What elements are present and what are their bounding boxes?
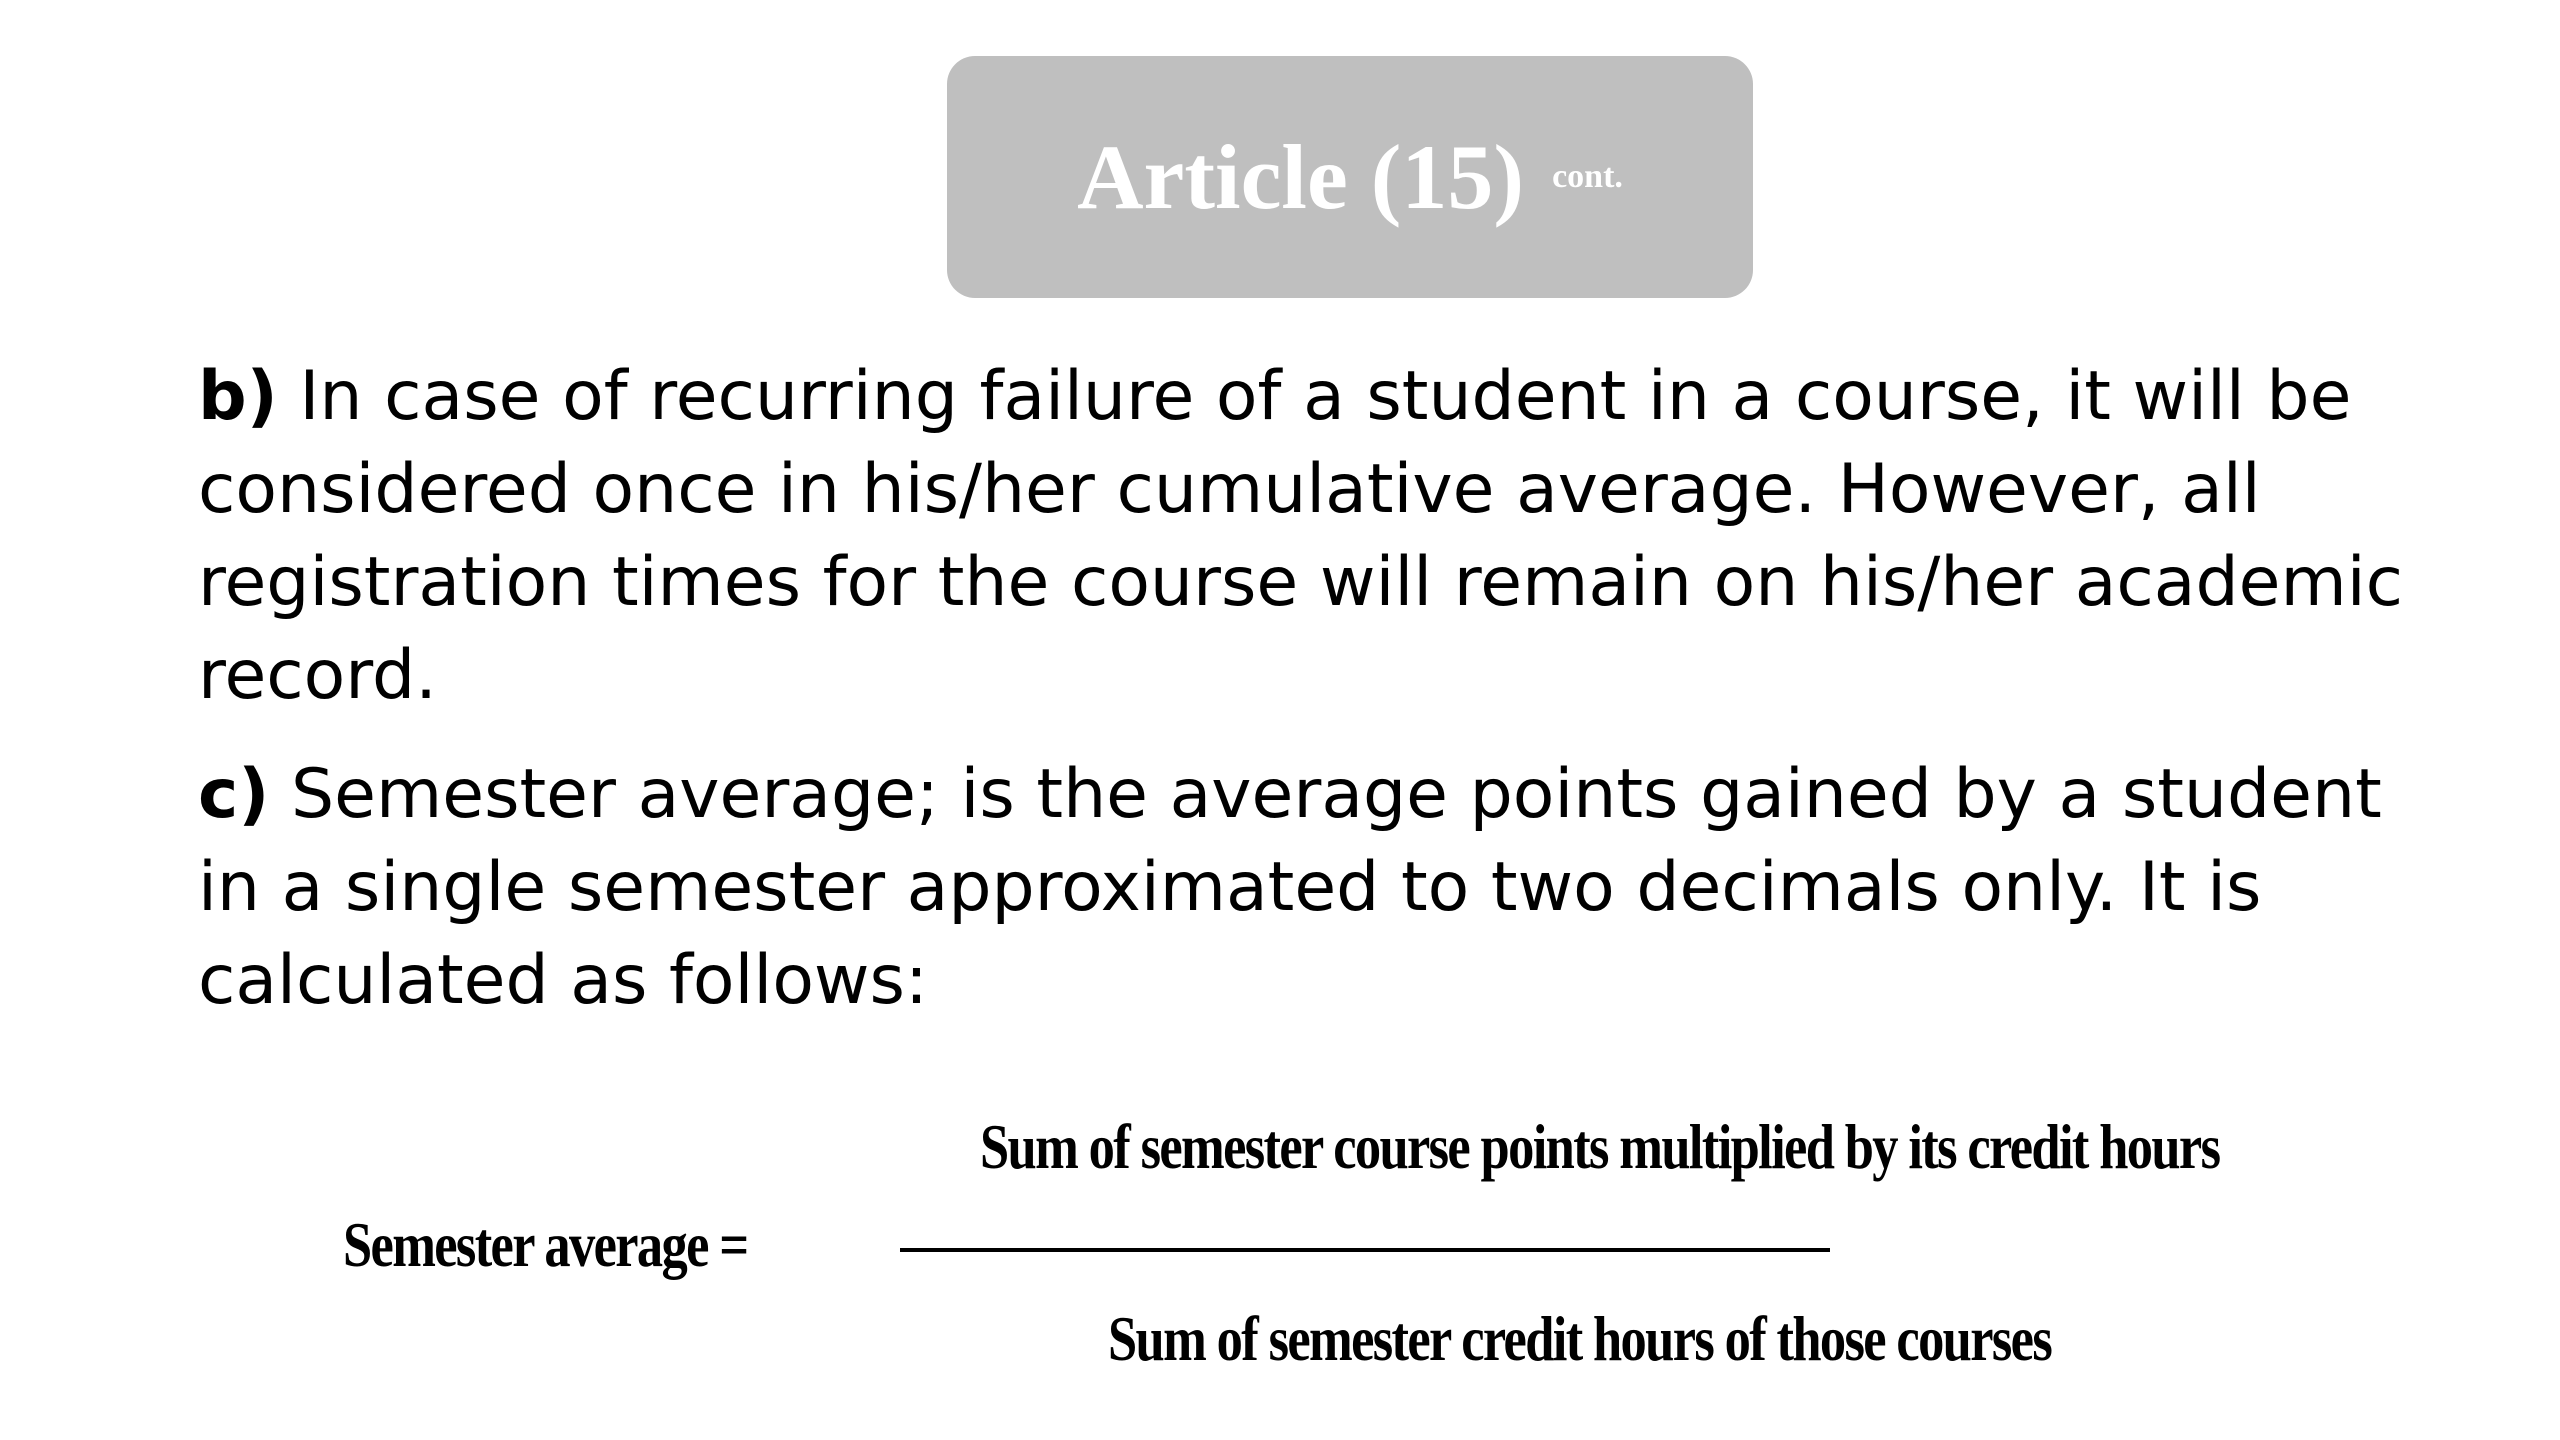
paragraph-c bbox=[198, 748, 2418, 1027]
paragraph-c-text: Semester average; is the average points gained by a student in a single semester approximated to two decimals only. It is calculated as follows: bbox=[198, 755, 2382, 1020]
formula-left-side: Semester average = bbox=[343, 1209, 748, 1280]
article-title-box bbox=[947, 56, 1753, 298]
paragraph-b bbox=[198, 350, 2418, 722]
paragraph-b-text: In case of recurring failure of a student in a course, it will be considered once in his/her cumulative average. However, all registration times for the course will remain on his/her academic record. bbox=[198, 357, 2403, 715]
formula-numerator: Sum of semester course points multiplied by its credit hours bbox=[980, 1111, 2220, 1182]
article-title-suffix: cont. bbox=[1552, 158, 1623, 195]
paragraph-c-label: c) bbox=[198, 755, 270, 834]
paragraph-b-label: b) bbox=[198, 357, 278, 436]
formula-denominator: Sum of semester credit hours of those courses bbox=[1108, 1303, 2052, 1374]
fraction-line bbox=[900, 1248, 1830, 1252]
article-title: Article (15) bbox=[1077, 126, 1525, 228]
